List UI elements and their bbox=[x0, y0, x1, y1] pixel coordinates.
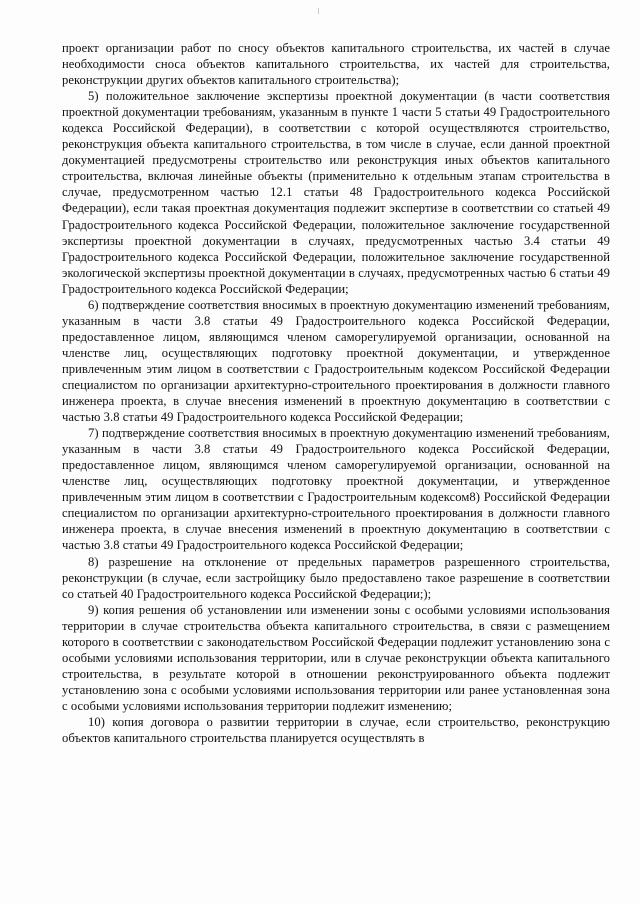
paragraph-item-7: 7) подтверждение соответствия вносимых в проектную документацию изменений требованиям, указанным в части 3.8 статьи 49 Градостроительного кодекса Российской Федерации, предоставленное лицом, являющимся членом саморегулируемой организации, основанной на членстве лиц, осуществляющих подготовку проектной документации, и утвержденное привлеченным этим лицом в соответствии с Градостроительным кодексом8) Российской Федерации специалистом по организации архитектурно-строительного проектирования в должности главного инженера проекта, в случае внесения изменений в проектную документацию в соответствии с частью 3.8 статьи 49 Градостроительного кодекса Российской Федерации; bbox=[62, 426, 610, 553]
paragraph-item-6: 6) подтверждение соответствия вносимых в проектную документацию изменений требованиям, указанным в части 3.8 статьи 49 Градостроительного кодекса Российской Федерации, предоставленное лицом, являющимся членом саморегулируемой организации, основанной на членстве лиц, осуществляющих подготовку проектной документации, и утвержденное привлеченным этим лицом в соответствии с Градостроительным кодексом Российской Федерации специалистом по организации архитектурно-строительного проектирования в должности главного инженера проекта, в случае внесения изменений в проектную документацию в соответствии с частью 3.8 статьи 49 Градостроительного кодекса Российской Федерации; bbox=[62, 297, 610, 425]
paragraph-item-9: 9) копия решения об установлении или изменении зоны с особыми условиями использования территории в случае строительства объекта капитального строительства, в связи с размещением которого в соответствии с законодательством Российской Федерации подлежит установлению зона с особыми условиями использования территории, или в случае реконструкции объекта капитального строительства, в результате которой в отношении реконструированного объекта подлежит установлению зона с особыми условиями использования территории или ранее установленная зона с особыми условиями использования территории подлежит изменению; bbox=[62, 602, 610, 713]
paragraph-item-10: 10) копия договора о развитии территории в случае, если строительство, реконструкцию объектов капитального строительства планируется осуществлять в bbox=[62, 714, 610, 746]
paragraph-item-8: 8) разрешение на отклонение от предельных параметров разрешенного строительства, реконструкции (в случае, если застройщику было предоставлено такое разрешение в соответствии со статьей 40 Градостроительного кодекса Российской Федерации;); bbox=[62, 554, 610, 601]
paragraph-continuation: проект организации работ по сносу объектов капитального строительства, их частей в случае необходимости сноса объектов капитального строительства, их частей для строительства, реконструкции других объектов капитального строительства); bbox=[62, 41, 610, 88]
document-body bbox=[62, 40, 610, 746]
scan-artifact bbox=[318, 8, 319, 14]
paragraph-item-5: 5) положительное заключение экспертизы проектной документации (в части соответствия проектной документации требованиям, указанным в пункте 1 части 5 статьи 49 Градостроительного кодекса Российской Федерации), в соответствии с которой осуществляются строительство, реконструкция объекта капитального строительства, в том числе в случае, если данной проектной документацией предусмотрены строительство или реконструкция иных объектов капитального строительства, включая линейные объекты (применительно к отдельным этапам строительства в случае, предусмотренном частью 12.1 статьи 48 Градостроительного кодекса Российской Федерации), если такая проектная документация подлежит экспертизе в соответствии со статьей 49 Градостроительного кодекса Российской Федерации, положительное заключение государственной экспертизы проектной документации в случаях, предусмотренных частью 3.4 статьи 49 Градостроительного кодекса Российской Федерации, положительное заключение государственной экологической экспертизы проектной документации в случаях, предусмотренных частью 6 статьи 49 Градостроительного кодекса Российской Федерации; bbox=[62, 89, 610, 296]
